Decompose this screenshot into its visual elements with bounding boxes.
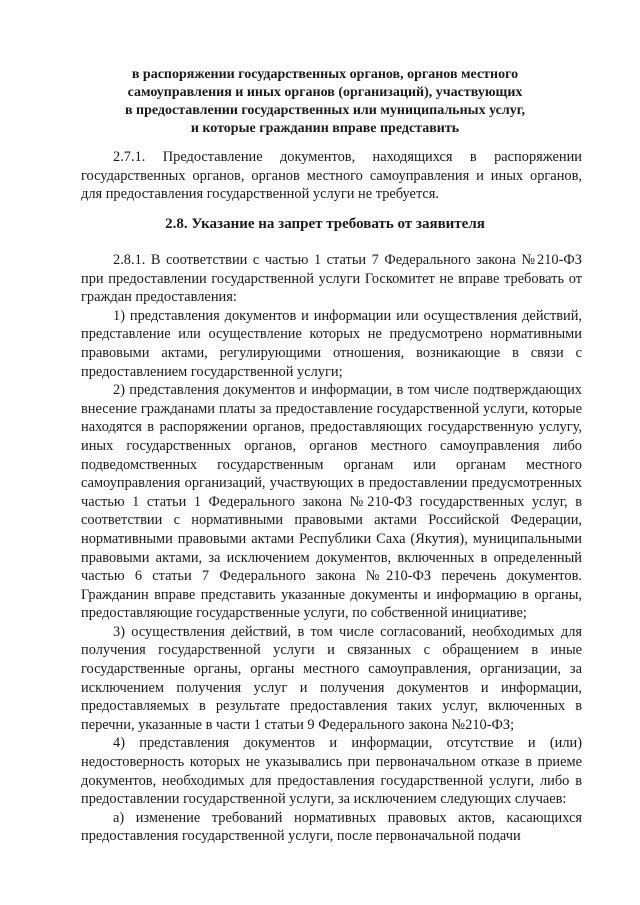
paragraph-2-7-1: 2.7.1. Предоставление документов, находящихся в распоряжении государственных органов, органов местного самоуправления и иных органов, для предоставления государственной услуги не требуется. [81, 149, 582, 203]
paragraph-2-8-1: 2.8.1. В соответствии с частью 1 статьи 7 Федерального закона №210-ФЗ при предоставлении государственной услуги Госкомитет не вправе требовать от граждан предоставления: [81, 252, 582, 306]
section-2-8-title: 2.8. Указание на запрет требовать от заявителя [165, 216, 485, 232]
heading-line-1: в распоряжении государственных органов, органов местного [131, 67, 519, 82]
heading-line-4: и которые гражданин вправе представить [190, 121, 460, 136]
list-item-3: 3) осуществления действий, в том числе согласований, необходимых для получения государственной услуги и связанных с обращением в иные государственные органы, органы местного самоуправления, организации, за исключением получения услуг и получения документов и информации, предоставляемых в результате предоставления таких услуг, включенных в перечни, указанные в части 1 статьи 9 Федерального закона №210-ФЗ; [81, 623, 582, 733]
paragraph-2-7-1-block [81, 148, 582, 204]
section-heading [60, 66, 590, 138]
heading-line-2: самоуправления и иных органов (организаций), участвующих [127, 85, 523, 100]
list-item-4: 4) представления документов и информации, отсутствие и (или) недостоверность которых не указывались при первоначальном отказе в приеме документов, необходимых для предоставления государственной услуги, либо в предоставлении государственной услуги, за исключением следующих случаев: [81, 735, 582, 808]
list-item-1: 1) представления документов и информации или осуществления действий, представление или осуществление которых не предусмотрено нормативными правовыми актами, регулирующими отношения, возникающие в связи с предоставлением государственной услуги; [81, 307, 582, 380]
section-2-8-body [81, 251, 582, 846]
heading-line-3: в предоставлении государственных или муниципальных услуг, [124, 103, 526, 118]
list-item-2: 2) представления документов и информации, в том числе подтверждающих внесение гражданами платы за предоставление государственной услуги, которые находятся в распоряжении органов, предоставляющих государственную услугу, иных государственных органов, органов местного самоуправления либо подведомственных государственным органам или органам местного самоуправления организаций, участвующих в предоставлении предусмотренных частью 1 статьи 1 Федерального закона №210-ФЗ государственных услуг, в соответствии с нормативными правовыми актами Российской Федерации, нормативными правовыми актами Республики Саха (Якутия), муниципальными правовыми актами, за исключением документов, включенных в определенный частью 6 статьи 7 Федерального закона №210-ФЗ перечень документов. Гражданин вправе представить указанные документы и информацию в органы, предоставляющие государственные услуги, по собственной инициативе; [81, 382, 582, 622]
list-item-a: а) изменение требований нормативных правовых актов, касающихся предоставления государственной услуги, после первоначальной подачи [81, 809, 582, 845]
